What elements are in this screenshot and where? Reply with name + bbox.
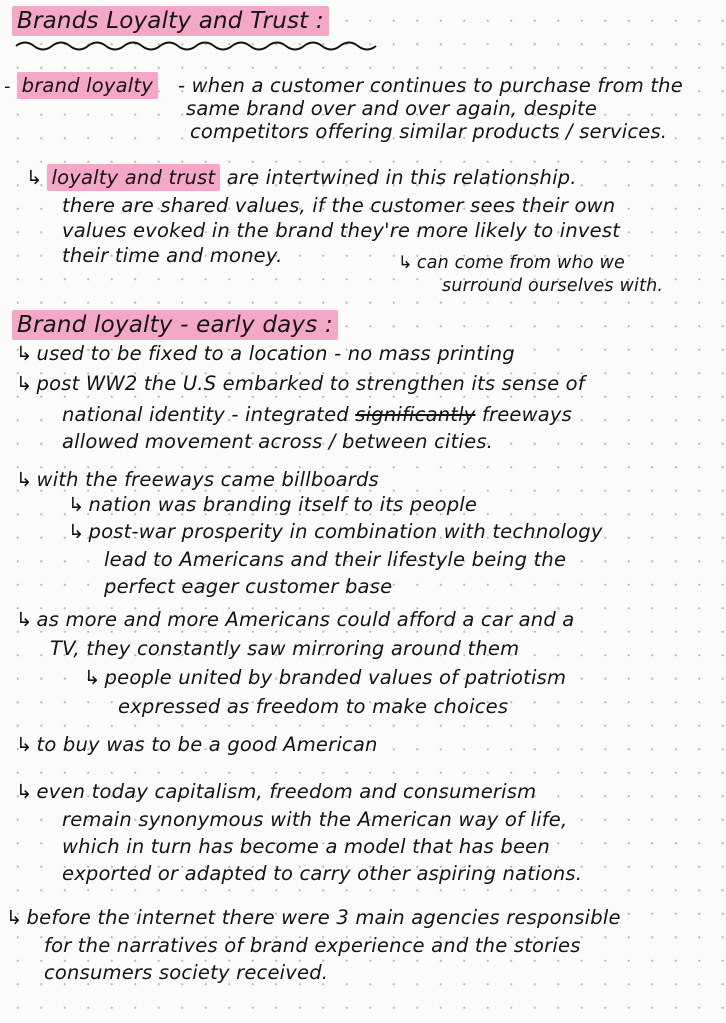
arrow-icon: ↳ [16,372,33,395]
line-before-internet: ↳ before the internet there were 3 main agencies responsible [6,906,621,929]
note-line-2: there are shared values, if the customer sees their own [62,194,616,217]
sub-note-line-2: surround ourselves with. [442,276,664,296]
definition-line-3: competitors offering similar products / services. [190,120,668,143]
brand-loyalty-term: - brand loyalty [4,76,158,96]
line-people-united: ↳ people united by branded values of patriotism [84,666,567,689]
struck-word: significantly [355,403,476,426]
note-line-4: their time and money. [62,244,283,267]
line-narratives: for the narratives of brand experience and the stories [44,934,581,957]
note-line-3: values evoked in the brand they're more likely to invest [62,219,621,242]
arrow-icon: ↳ [16,342,33,365]
line-consumers-society: consumers society received. [44,961,329,984]
line-national-identity: national identity - integrated significantly freeways [62,403,572,426]
line-even-today: ↳ even today capitalism, freedom and consumerism [16,780,537,803]
arrow-icon: ↳ [16,468,33,491]
wavy-underline-icon [14,38,384,54]
line-expressed-freedom: expressed as freedom to make choices [118,695,509,718]
sub-note-line-1: ↳ can come from who we [398,253,626,273]
arrow-icon: ↳ [68,493,85,516]
arrow-icon: ↳ [84,666,101,689]
definition-line-1: - when a customer continues to purchase from the [178,74,683,97]
line-afford-car: ↳ as more and more Americans could afford a car and a [16,608,575,631]
line-fixed-location: ↳ used to be fixed to a location - no mass printing [16,342,515,365]
line-billboards: ↳ with the freeways came billboards [16,468,379,491]
definition-line-2: same brand over and over again, despite [186,97,598,120]
line-tv-mirroring: TV, they constantly saw mirroring around them [50,637,520,660]
line-lead-to-americans: lead to Americans and their lifestyle being the [104,548,567,571]
note-loyalty-trust: ↳ loyalty and trust are intertwined in this relationship. [26,166,577,189]
line-model: which in turn has become a model that has been [62,835,550,858]
line-nation-branding: ↳ nation was branding itself to its people [68,493,478,516]
line-synonymous: remain synonymous with the American way of life, [62,808,568,831]
arrow-icon: ↳ [16,733,33,756]
line-post-war-prosperity: ↳ post-war prosperity in combination with technology [68,520,603,543]
arrow-icon: ↳ [6,906,23,929]
arrow-icon: ↳ [26,166,43,189]
line-good-american: ↳ to buy was to be a good American [16,733,378,756]
heading-brands-loyalty: Brands Loyalty and Trust : [12,10,329,33]
heading-early-days: Brand loyalty - early days : [12,314,338,337]
line-exported: exported or adapted to carry other aspiring nations. [62,862,583,885]
arrow-icon: ↳ [16,608,33,631]
arrow-icon: ↳ [398,253,413,273]
arrow-icon: ↳ [68,520,85,543]
line-allowed-movement: allowed movement across / between cities. [62,430,494,453]
line-post-ww2: ↳ post WW2 the U.S embarked to strengthen its sense of [16,372,585,395]
line-perfect-customer-base: perfect eager customer base [104,575,393,598]
arrow-icon: ↳ [16,780,33,803]
